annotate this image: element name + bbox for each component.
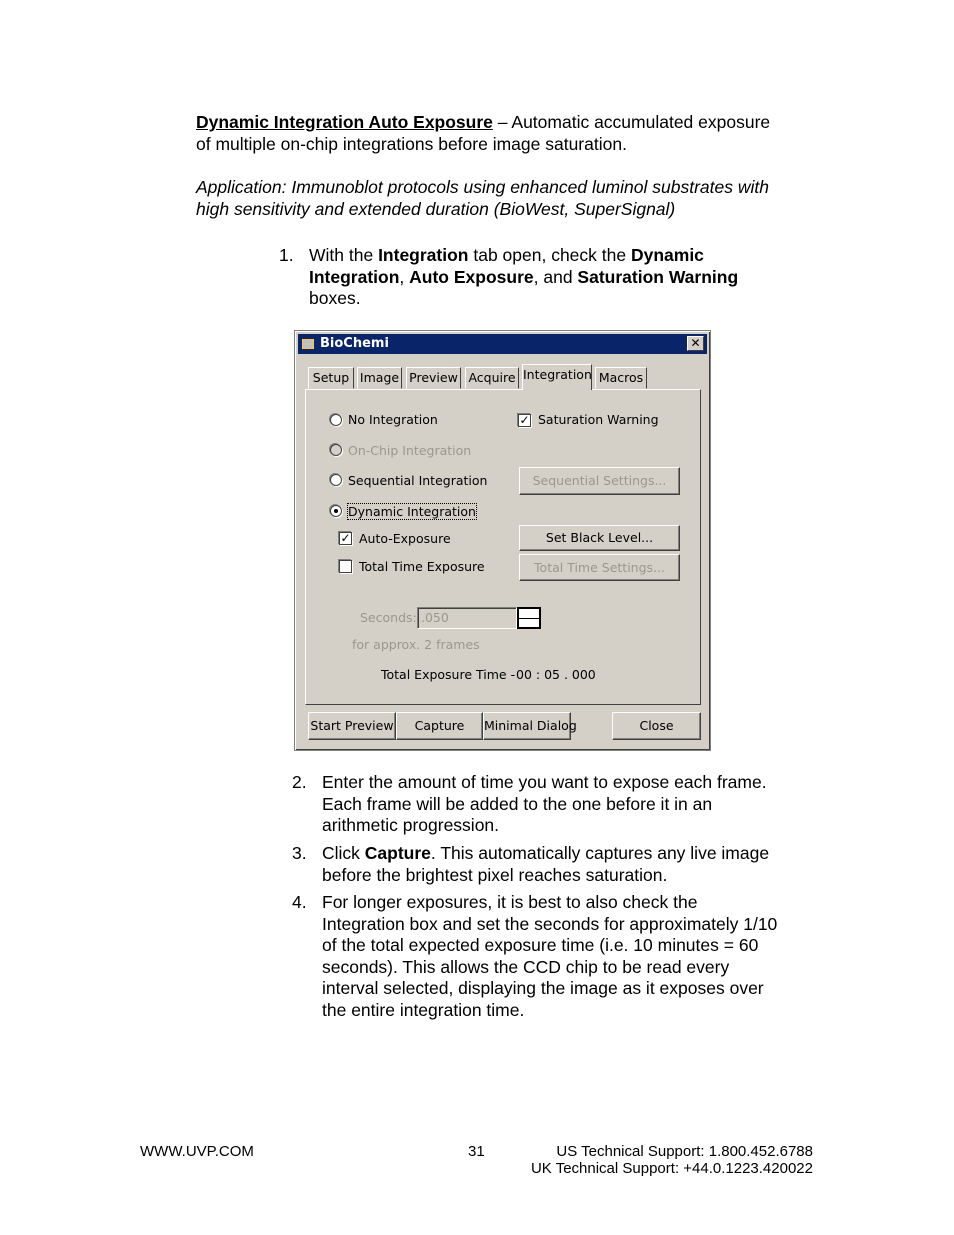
sequential-integration-radio[interactable]	[330, 474, 342, 486]
title-bar	[298, 334, 707, 354]
close-button[interactable]: Close	[612, 712, 701, 740]
auto-exposure-checkbox[interactable]: ✓	[340, 531, 351, 545]
step-3-number: 3.	[292, 843, 307, 863]
total-time-settings-button[interactable]: Total Time Settings...	[519, 554, 680, 581]
application-note: Application: Immunoblot protocols using enhanced luminol substrates with high sensitivity and extended duration (BioWest, SuperSignal)	[196, 177, 769, 219]
window-title: BioChemi	[320, 336, 389, 351]
tab-setup[interactable]: Setup	[308, 367, 354, 389]
biochemi-dialog	[294, 330, 711, 751]
us-support: US Technical Support: 1.800.452.6788	[556, 1143, 813, 1160]
onchip-integration-label: On-Chip Integration	[348, 443, 472, 458]
sequential-integration-label: Sequential Integration	[348, 473, 488, 488]
uk-support: UK Technical Support: +44.0.1223.420022	[530, 1160, 813, 1177]
section-heading: Dynamic Integration Auto Exposure	[196, 112, 493, 132]
step-1-text: With the Integration tab open, check the Dynamic Integration, Auto Exposure, and Saturation Warning boxes.	[309, 245, 739, 309]
step-1-number: 1.	[279, 245, 294, 265]
seconds-input[interactable]: .050	[417, 607, 517, 629]
step-3-text: Click Capture. This automatically captures any live image before the brightest pixel reaches saturation.	[322, 843, 770, 885]
close-window-icon[interactable]: ✕	[687, 336, 704, 351]
seconds-spinner[interactable]	[517, 607, 541, 629]
seconds-label: Seconds:	[360, 610, 417, 625]
section-intro	[196, 112, 836, 155]
tab-integration[interactable]: Integration	[522, 364, 592, 390]
dynamic-integration-label: Dynamic Integration	[348, 504, 476, 519]
approx-frames-text: for approx. 2 frames	[352, 637, 480, 652]
page-number: 31	[468, 1143, 485, 1160]
intro-line-1: Dynamic Integration Auto Exposure – Automatic accumulated exposure	[196, 112, 771, 132]
dynamic-integration-radio[interactable]	[330, 505, 342, 517]
footer-website: WWW.UVP.COM	[140, 1143, 254, 1160]
footer-support	[531, 1143, 813, 1177]
app-icon	[302, 339, 314, 349]
step-2-number: 2.	[292, 772, 307, 792]
no-integration-label: No Integration	[348, 412, 438, 427]
intro-line-2: of multiple on-chip integrations before image saturation.	[196, 133, 627, 154]
onchip-integration-radio[interactable]	[330, 444, 342, 456]
tab-macros[interactable]: Macros	[595, 367, 647, 389]
total-exposure-value: 00 : 05 . 000	[516, 667, 596, 682]
tab-acquire[interactable]: Acquire	[465, 367, 519, 389]
total-time-exposure-checkbox[interactable]	[339, 560, 352, 573]
step-4-text: For longer exposures, it is best to also check the Integration box and set the seconds for approximately 1/10 of the total expected exposure time (i.e. 10 minutes = 60 seconds). This allows the CCD chip to be read every interval selected, displaying the image as it exposes over the entire integration time.	[322, 892, 778, 1020]
no-integration-radio[interactable]	[330, 414, 342, 426]
total-exposure-label: Total Exposure Time -	[381, 667, 516, 682]
saturation-warning-checkbox[interactable]: ✓	[519, 413, 530, 427]
auto-exposure-label: Auto-Exposure	[359, 531, 451, 546]
saturation-warning-label: Saturation Warning	[538, 412, 659, 427]
tab-image[interactable]: Image	[357, 367, 402, 389]
set-black-level-button[interactable]: Set Black Level...	[519, 525, 680, 551]
capture-button[interactable]: Capture	[396, 712, 483, 740]
tab-preview[interactable]: Preview	[406, 367, 461, 389]
step-4-number: 4.	[292, 892, 307, 912]
sequential-settings-button[interactable]: Sequential Settings...	[519, 467, 680, 495]
minimal-dialog-button[interactable]: Minimal Dialog	[483, 712, 571, 740]
start-preview-button[interactable]: Start Preview	[308, 712, 396, 740]
total-time-exposure-label: Total Time Exposure	[359, 559, 485, 574]
step-2-text: Enter the amount of time you want to expose each frame. Each frame will be added to the one before it in an arithmetic progression.	[322, 772, 767, 836]
